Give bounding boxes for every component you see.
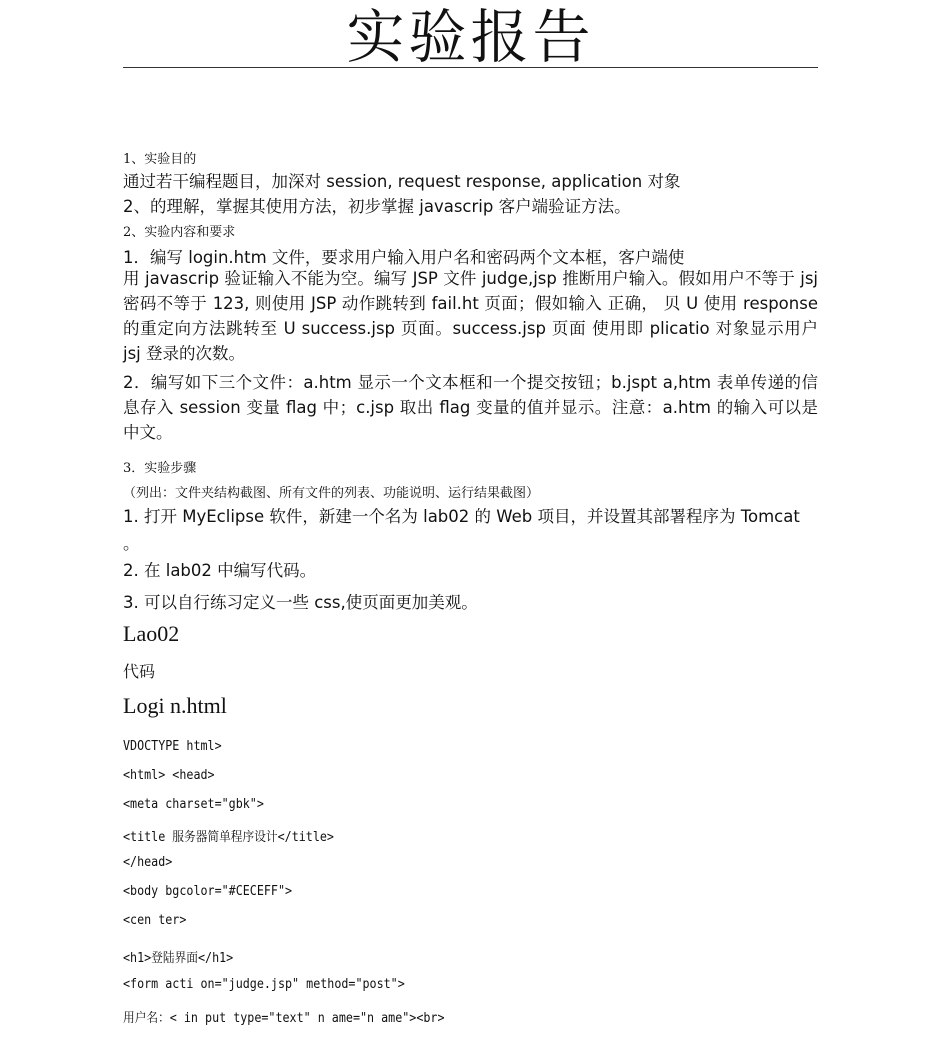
- task1-text: 用 javascrip 验证输入不能为空。编写 JSP 文件 judge,jsp 推断用户输入。假如用户不等于 jsj 密码不等于 123, 则使用 JSP 动作跳转到 fail.ht 页面；假如输入 正确， 贝 U 使用 response 的重定向方法跳转至 U success.jsp 页面。success.jsp 页面 使用即 plicatio 对象显示用户 jsj 登录的次数。: [123, 269, 818, 363]
- report-title: 实验报告: [346, 3, 595, 71]
- code-line: VDOCTYPE html>: [123, 739, 222, 754]
- step2-text: 2. 在 lab02 中编写代码。: [123, 561, 317, 580]
- purpose-text-cont: 2、的理解，掌握其使用方法，初步掌握 javascrip 客户端验证方法。: [123, 197, 631, 216]
- task1-first-line: 1．编写 login.htm 文件，要求用户输入用户名和密码两个文本框，客户端使: [123, 248, 685, 267]
- code-label: 代码: [123, 662, 156, 681]
- task2-text: 2．编写如下三个文件：a.htm 显示一个文本框和一个提交按钮；b.jspt a,htm 表单传递的信息存入 session 变量 flag 中；c.jsp 取出 flag 变量的值并显示。注意：a.htm 的输入可以是中文。: [123, 373, 818, 442]
- code-line: <html> <head>: [123, 768, 215, 783]
- steps-note: （列出：文件夹结构截图、所有文件的列表、功能说明、运行结果截图）: [123, 486, 540, 501]
- lab-heading: Lao02: [123, 621, 180, 646]
- step1-text-cont: 。: [123, 534, 140, 553]
- title-underline: [123, 67, 818, 68]
- code-line: <h1>登陆界面</h1>: [123, 951, 234, 966]
- steps-heading: 3．实验步骤: [123, 461, 197, 476]
- code-line: <form acti on="judge.jsp" method="post">: [123, 977, 405, 992]
- step1-text: 1. 打开 MyEclipse 软件，新建一个名为 lab02 的 Web 项目，并设置其部署程序为 Tomcat: [123, 507, 800, 526]
- content-heading: 2、实验内容和要求: [123, 225, 236, 240]
- file-heading: Logi n.html: [123, 693, 227, 718]
- code-line: <cen ter>: [123, 913, 187, 928]
- purpose-heading: 1、实验目的: [123, 152, 197, 167]
- code-line: </head>: [123, 855, 173, 870]
- code-line: 用户名：< in put type="text" n ame="n ame"><br>: [123, 1011, 445, 1026]
- step3-text: 3. 可以自行练习定义一些 css,使页面更加美观。: [123, 593, 478, 612]
- code-line: <body bgcolor="#CECEFF">: [123, 884, 293, 899]
- code-line: <meta charset="gbk">: [123, 797, 264, 812]
- code-line: <title 服务器简单程序设计</title>: [123, 830, 334, 845]
- purpose-text: 通过若干编程题目，加深对 session, request response, application 对象: [123, 172, 681, 191]
